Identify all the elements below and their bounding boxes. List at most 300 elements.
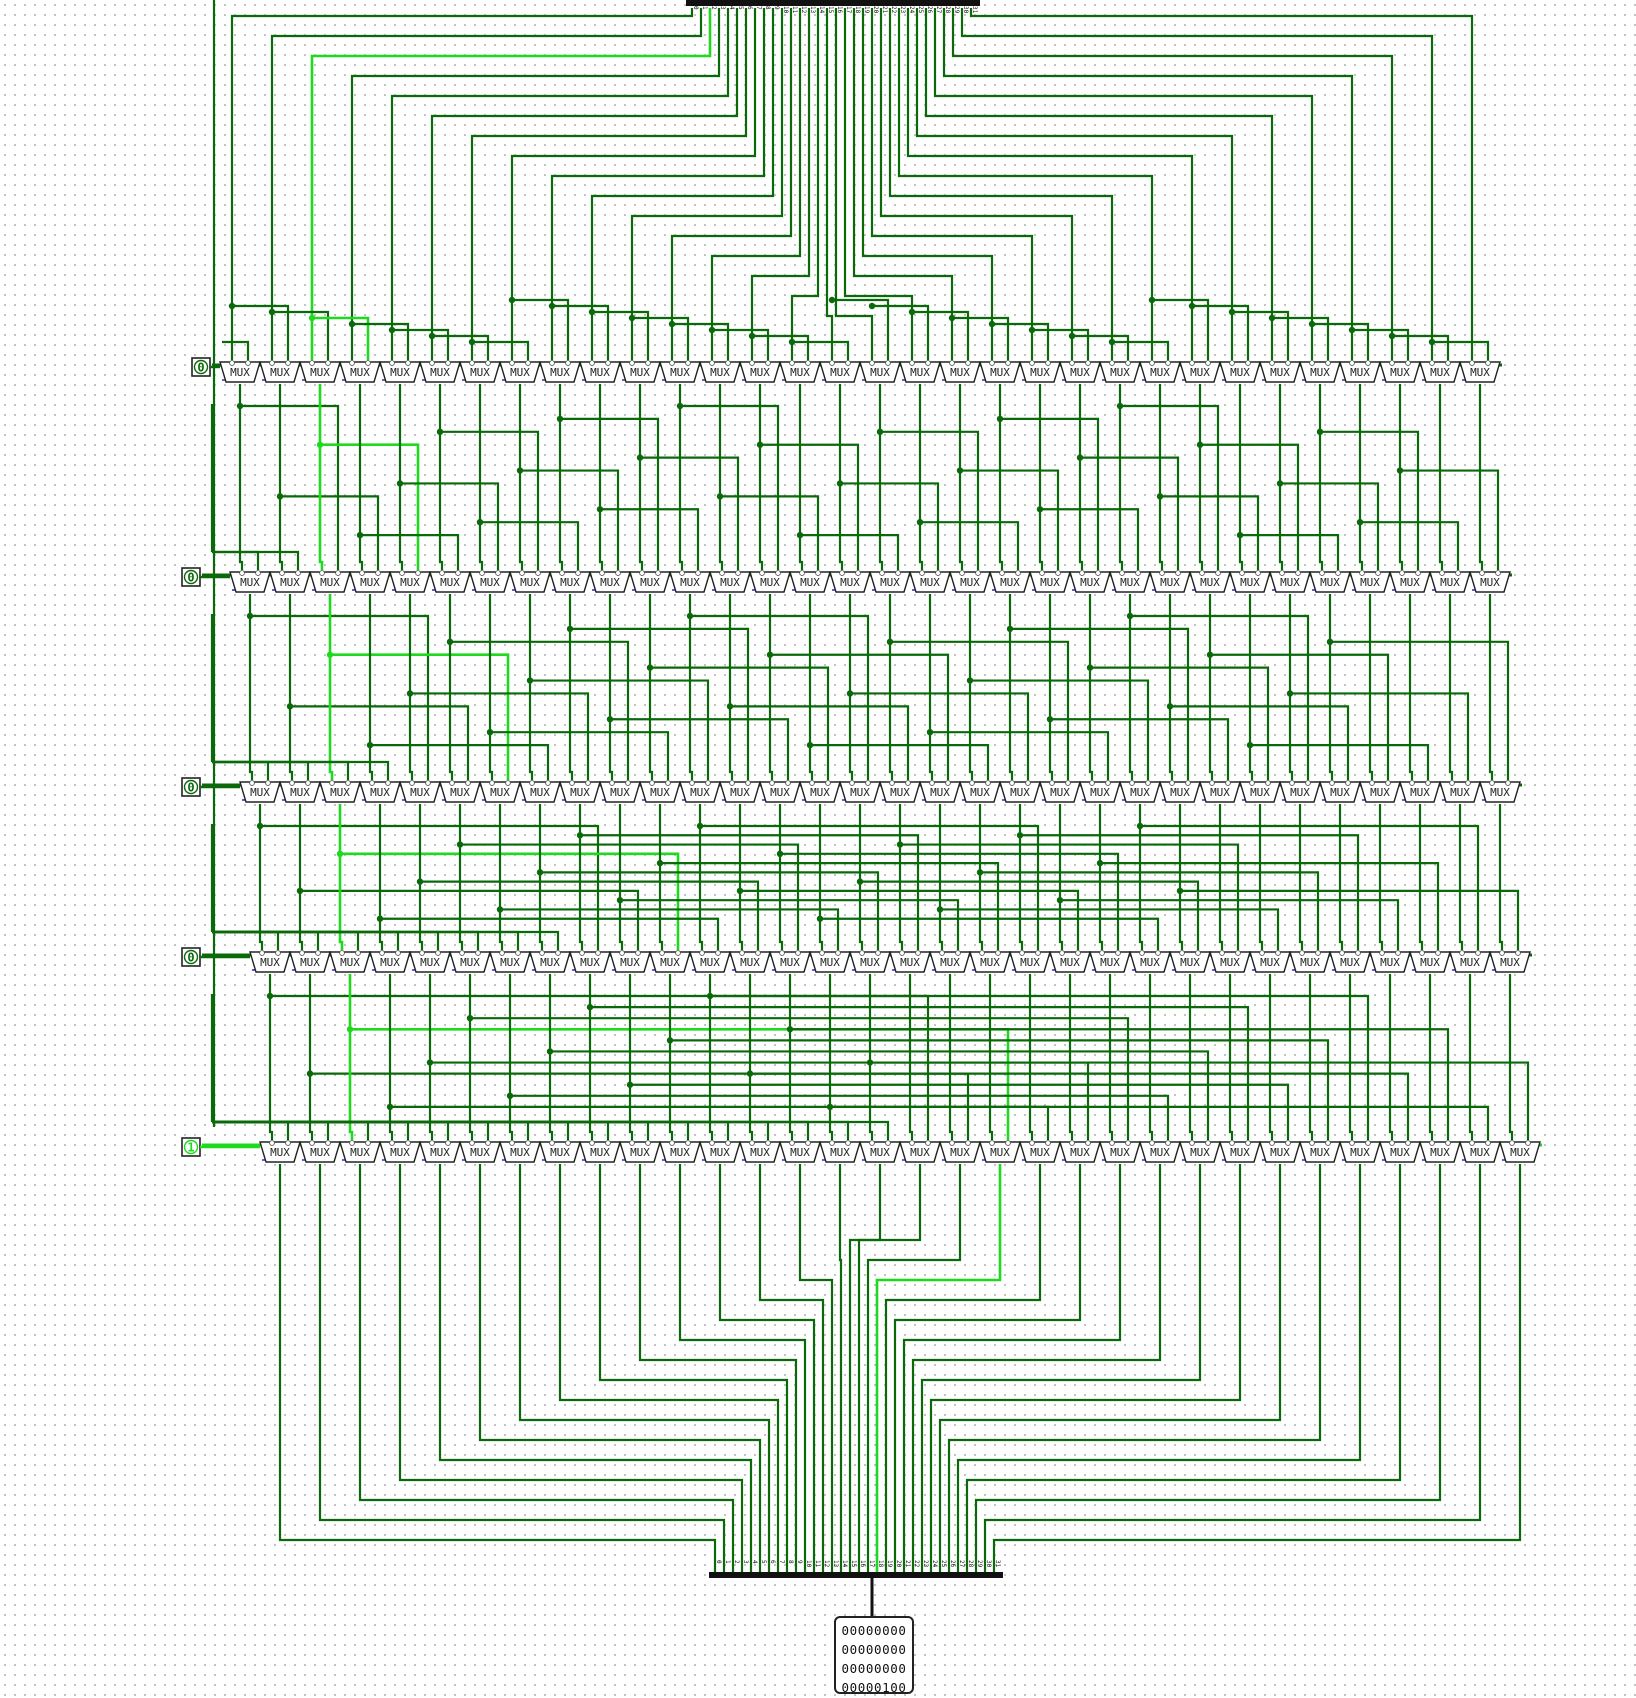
output-probe-row-1: 00000000	[841, 1623, 907, 1638]
mux-stage-16[interactable]	[700, 1141, 740, 1162]
mux-stage-1[interactable]	[1340, 361, 1380, 382]
mux-stage-1[interactable]	[1220, 361, 1260, 382]
mux-stage-16[interactable]	[1340, 1141, 1380, 1162]
mux-stage-16[interactable]	[340, 1141, 380, 1162]
mux-stage-4[interactable]	[440, 781, 480, 802]
output-probe[interactable]	[834, 1616, 914, 1694]
mux-stage-1[interactable]	[1020, 361, 1060, 382]
mux-input-1-port	[1086, 1141, 1091, 1146]
mux-label: MUX	[350, 1146, 370, 1159]
shift-wire-stage-3	[570, 629, 748, 780]
mux-input-1-port	[816, 571, 821, 576]
shift-wire-stage-3	[490, 732, 668, 780]
mux-stage-16[interactable]	[420, 1141, 460, 1162]
mux-input-0-port	[1070, 361, 1075, 366]
mux-label: MUX	[890, 786, 910, 799]
mux-input-1-port	[1486, 1141, 1491, 1146]
straight-wire-stage-2	[640, 384, 642, 570]
mux-stage-8[interactable]	[970, 951, 1010, 972]
mux-stage-8[interactable]	[1330, 951, 1370, 972]
input-splitter-bit-label: 2	[710, 6, 717, 10]
mux-stage-4[interactable]	[1360, 781, 1400, 802]
mux-stage-2[interactable]	[790, 571, 830, 592]
mux-stage-8[interactable]	[250, 951, 290, 972]
mux-input-1-port	[1406, 1141, 1411, 1146]
shift-wire-stage-4	[460, 845, 798, 950]
wire-junction	[457, 841, 463, 847]
mux-stage-2[interactable]	[630, 571, 670, 592]
mux-input-1-port	[1176, 571, 1181, 576]
mux-stage-1[interactable]	[820, 361, 860, 382]
mux-stage-8[interactable]	[770, 951, 810, 972]
mux-stage-1[interactable]	[1420, 361, 1460, 382]
mux-input-1-port	[766, 361, 771, 366]
mux-stage-8[interactable]	[1290, 951, 1330, 972]
mux-stage-2[interactable]	[470, 571, 510, 592]
mux-stage-8[interactable]	[730, 951, 770, 972]
bus-layer	[214, 0, 1003, 1618]
mux-stage-1[interactable]	[260, 361, 300, 382]
mux-stage-1[interactable]	[740, 361, 780, 382]
mux-stage-2[interactable]	[1150, 571, 1190, 592]
mux-stage-16[interactable]	[820, 1141, 860, 1162]
input-splitter-bit-label: 20	[872, 6, 879, 14]
mux-stage-1[interactable]	[1060, 361, 1100, 382]
mux-stage-16[interactable]	[500, 1141, 540, 1162]
mux-input-1-port	[286, 1141, 291, 1146]
shift-wire-stage-4	[620, 900, 958, 950]
straight-wire-stage-3	[530, 594, 532, 780]
mux-stage-1[interactable]	[940, 361, 980, 382]
mux-stage-16[interactable]	[260, 1141, 300, 1162]
mux-stage-16[interactable]	[780, 1141, 820, 1162]
mux-stage-1[interactable]	[300, 361, 340, 382]
mux-stage-4[interactable]	[1240, 781, 1280, 802]
mux-label: MUX	[1390, 1146, 1410, 1159]
mux-input-1-port	[256, 571, 261, 576]
mux-stage-16[interactable]	[740, 1141, 780, 1162]
mux-stage-2[interactable]	[1430, 571, 1470, 592]
mux-stage-4[interactable]	[760, 781, 800, 802]
mux-stage-4[interactable]	[520, 781, 560, 802]
mux-stage-16[interactable]	[460, 1141, 500, 1162]
mux-stage-1[interactable]	[1140, 361, 1180, 382]
mux-stage-2[interactable]	[910, 571, 950, 592]
mux-stage-4[interactable]	[680, 781, 720, 802]
mux-input-1-port	[1186, 781, 1191, 786]
mux-stage-1[interactable]	[380, 361, 420, 382]
mux-stage-2[interactable]	[550, 571, 590, 592]
wire-junction	[697, 823, 703, 829]
shift-wire-stage-2	[1320, 432, 1418, 570]
mux-stage-8[interactable]	[930, 951, 970, 972]
mux-stage-8[interactable]	[1130, 951, 1170, 972]
mux-label: MUX	[1220, 956, 1240, 969]
mux-stage-1[interactable]	[1460, 361, 1500, 382]
mux-input-0-port	[1120, 571, 1125, 576]
mux-input-1-port	[1396, 951, 1401, 956]
mux-stage-4[interactable]	[1320, 781, 1360, 802]
mux-stage-8[interactable]	[410, 951, 450, 972]
mux-stage-2[interactable]	[1390, 571, 1430, 592]
wire-junction	[607, 716, 613, 722]
mux-stage-8[interactable]	[1090, 951, 1130, 972]
mux-stage-1[interactable]	[1260, 361, 1300, 382]
mux-stage-8[interactable]	[1250, 951, 1290, 972]
mux-stage-8[interactable]	[1010, 951, 1050, 972]
mux-stage-4[interactable]	[1120, 781, 1160, 802]
mux-stage-4[interactable]	[280, 781, 320, 802]
mux-stage-16[interactable]	[980, 1141, 1020, 1162]
mux-input-1-port	[1056, 571, 1061, 576]
shift-wire-stage-3	[690, 616, 868, 780]
straight-wire-stage-3	[450, 594, 452, 780]
mux-stage-2[interactable]	[1110, 571, 1150, 592]
mux-stage-8[interactable]	[1210, 951, 1250, 972]
mux-input-1-port	[1476, 951, 1481, 956]
mux-input-0-port	[1320, 571, 1325, 576]
input-splitter-bit-label: 0	[692, 6, 699, 10]
mux-input-0-port	[1380, 951, 1385, 956]
mux-stage-16[interactable]	[540, 1141, 580, 1162]
mux-input-1-port	[1466, 781, 1471, 786]
mux-input-1-port	[1436, 951, 1441, 956]
input-splitter-bit-label: 26	[926, 6, 933, 14]
mux-stage-16[interactable]	[900, 1141, 940, 1162]
mux-input-1-port	[646, 1141, 651, 1146]
mux-input-0-port	[880, 571, 885, 576]
mux-label: MUX	[1270, 1146, 1290, 1159]
mux-input-0-port	[1310, 361, 1315, 366]
mux-input-0-port	[390, 1141, 395, 1146]
mux-stage-1[interactable]	[420, 361, 460, 382]
wire-junction	[1229, 309, 1235, 315]
wire-junction	[1287, 690, 1293, 696]
mux-stage-1[interactable]	[340, 361, 380, 382]
output-splitter-bit-label: 12	[823, 1560, 830, 1568]
mux-stage-4[interactable]	[1040, 781, 1080, 802]
mux-label: MUX	[590, 366, 610, 379]
mux-stage-2[interactable]	[1310, 571, 1350, 592]
wire-junction	[627, 1082, 633, 1088]
mux-stage-4[interactable]	[960, 781, 1000, 802]
mux-stage-8[interactable]	[290, 951, 330, 972]
mux-stage-8[interactable]	[1370, 951, 1410, 972]
mux-stage-16[interactable]	[1060, 1141, 1100, 1162]
mux-stage-1[interactable]	[1380, 361, 1420, 382]
straight-wire-stage-5	[510, 974, 512, 1140]
mux-stage-2[interactable]	[830, 571, 870, 592]
mux-stage-2[interactable]	[390, 571, 430, 592]
mux-stage-2[interactable]	[510, 571, 550, 592]
mux-stage-2[interactable]	[1350, 571, 1390, 592]
mux-input-0-port	[1390, 361, 1395, 366]
wire-junction	[547, 1048, 553, 1054]
mux-stage-4[interactable]	[1080, 781, 1120, 802]
mux-stage-4[interactable]	[1200, 781, 1240, 802]
mux-input-1-port	[666, 781, 671, 786]
input-splitter-bit-label: 12	[800, 6, 807, 14]
mux-label: MUX	[410, 786, 430, 799]
straight-wire-stage-5	[830, 974, 832, 1140]
mux-stage-4[interactable]	[1400, 781, 1440, 802]
mux-stage-2[interactable]	[870, 571, 910, 592]
mux-stage-8[interactable]	[570, 951, 610, 972]
mux-stage-8[interactable]	[330, 951, 370, 972]
mux-stage-16[interactable]	[1180, 1141, 1220, 1162]
output-splitter-bit-label: 27	[958, 1560, 965, 1568]
mux-input-0-port	[390, 361, 395, 366]
mux-stage-8[interactable]	[850, 951, 890, 972]
mux-stage-1[interactable]	[780, 361, 820, 382]
mux-input-0-port	[480, 571, 485, 576]
mux-label: MUX	[1190, 366, 1210, 379]
mux-stage-16[interactable]	[660, 1141, 700, 1162]
mux-stage-1[interactable]	[580, 361, 620, 382]
mux-label: MUX	[1110, 1146, 1130, 1159]
mux-stage-1[interactable]	[980, 361, 1020, 382]
mux-stage-4[interactable]	[640, 781, 680, 802]
mux-stage-2[interactable]	[710, 571, 750, 592]
mux-stage-1[interactable]	[220, 361, 260, 382]
mux-stage-16[interactable]	[1140, 1141, 1180, 1162]
mux-label: MUX	[980, 956, 1000, 969]
mux-input-1-port	[976, 571, 981, 576]
mux-input-0-port	[1290, 781, 1295, 786]
mux-stage-4[interactable]	[560, 781, 600, 802]
mux-input-0-port	[1460, 951, 1465, 956]
wire-junction	[367, 742, 373, 748]
straight-wire-stage-2	[880, 384, 882, 570]
wire-junction	[1207, 652, 1213, 658]
mux-stage-16[interactable]	[1420, 1141, 1460, 1162]
mux-stage-4[interactable]	[880, 781, 920, 802]
wire-junction	[869, 303, 875, 309]
mux-stage-1[interactable]	[860, 361, 900, 382]
mux-stage-8[interactable]	[890, 951, 930, 972]
mux-stage-16[interactable]	[300, 1141, 340, 1162]
mux-stage-1[interactable]	[500, 361, 540, 382]
shift-wire-stage-1	[472, 342, 528, 360]
mux-label: MUX	[1460, 956, 1480, 969]
mux-stage-2[interactable]	[1270, 571, 1310, 592]
mux-label: MUX	[950, 1146, 970, 1159]
mux-stage-8[interactable]	[1410, 951, 1450, 972]
mux-stage-8[interactable]	[1490, 951, 1530, 972]
straight-wire-stage-5	[1310, 974, 1312, 1140]
straight-wire-stage-2	[1000, 384, 1002, 570]
input-wire-bit-22	[890, 8, 1112, 360]
mux-input-0-port	[400, 571, 405, 576]
mux-label: MUX	[1480, 576, 1500, 589]
mux-stage-8[interactable]	[1050, 951, 1090, 972]
mux-stage-4[interactable]	[480, 781, 520, 802]
output-wire-bit-23	[922, 1164, 1200, 1572]
mux-stage-2[interactable]	[270, 571, 310, 592]
wire-junction	[507, 1093, 513, 1099]
mux-stage-4[interactable]	[1160, 781, 1200, 802]
shift-wire-stage-2	[1240, 535, 1338, 570]
mux-label: MUX	[330, 786, 350, 799]
straight-wire-stage-4	[620, 804, 622, 950]
mux-stage-4[interactable]	[1000, 781, 1040, 802]
mux-stage-8[interactable]	[810, 951, 850, 972]
wire-junction	[537, 869, 543, 875]
mux-label: MUX	[450, 786, 470, 799]
mux-label: MUX	[360, 576, 380, 589]
output-probe-row-4: 00000100	[841, 1680, 907, 1695]
shift-wire-stage-4	[380, 919, 718, 950]
mux-stage-4[interactable]	[240, 781, 280, 802]
mux-stage-4[interactable]	[840, 781, 880, 802]
mux-label: MUX	[390, 1146, 410, 1159]
mux-stage-2[interactable]	[430, 571, 470, 592]
mux-stage-16[interactable]	[860, 1141, 900, 1162]
shift-wire-stage-2	[480, 522, 578, 570]
output-wire-bit-0	[280, 1164, 715, 1572]
mux-stage-16[interactable]	[1260, 1141, 1300, 1162]
zero-fill-wire	[222, 342, 248, 360]
mux-input-1-port	[1226, 781, 1231, 786]
mux-input-0-port	[940, 951, 945, 956]
mux-input-0-port	[720, 571, 725, 576]
mux-stage-16[interactable]	[380, 1141, 420, 1162]
wire-junction	[789, 339, 795, 345]
mux-stage-8[interactable]	[650, 951, 690, 972]
mux-stage-16[interactable]	[1500, 1141, 1540, 1162]
mux-stage-2[interactable]	[950, 571, 990, 592]
shift-wire-stage-2	[600, 509, 698, 570]
shift-wire-stage-1	[432, 336, 488, 360]
mux-stage-16[interactable]	[1220, 1141, 1260, 1162]
wire-junction	[297, 888, 303, 894]
mux-stage-1[interactable]	[1180, 361, 1220, 382]
mux-stage-16[interactable]	[1020, 1141, 1060, 1162]
mux-stage-8[interactable]	[370, 951, 410, 972]
mux-stage-8[interactable]	[610, 951, 650, 972]
mux-input-1-port	[556, 951, 561, 956]
mux-label: MUX	[560, 576, 580, 589]
mux-input-0-port	[1150, 361, 1155, 366]
mux-stage-4[interactable]	[1440, 781, 1480, 802]
shift-wire-stage-1	[1192, 306, 1248, 360]
mux-stage-1[interactable]	[540, 361, 580, 382]
mux-stage-16[interactable]	[940, 1141, 980, 1162]
mux-input-0-port	[740, 951, 745, 956]
mux-stage-16[interactable]	[1100, 1141, 1140, 1162]
mux-stage-1[interactable]	[620, 361, 660, 382]
input-splitter-bit-label: 13	[809, 6, 816, 14]
mux-stage-2[interactable]	[1470, 571, 1510, 592]
mux-stage-2[interactable]	[590, 571, 630, 592]
mux-stage-1[interactable]	[1300, 361, 1340, 382]
mux-stage-2[interactable]	[310, 571, 350, 592]
input-splitter-bit-label: 17	[845, 6, 852, 14]
straight-wire-stage-3	[1170, 594, 1172, 780]
mux-stage-4[interactable]	[1280, 781, 1320, 802]
mux-stage-2[interactable]	[350, 571, 390, 592]
wire-junction	[1137, 823, 1143, 829]
mux-label: MUX	[640, 576, 660, 589]
mux-stage-16[interactable]	[580, 1141, 620, 1162]
mux-stage-4[interactable]	[600, 781, 640, 802]
wire-junction	[827, 1104, 833, 1110]
mux-stage-16[interactable]	[1380, 1141, 1420, 1162]
mux-stage-1[interactable]	[700, 361, 740, 382]
mux-stage-2[interactable]	[990, 571, 1030, 592]
mux-stage-16[interactable]	[1300, 1141, 1340, 1162]
mux-input-1-port	[566, 1141, 571, 1146]
mux-input-0-port	[910, 361, 915, 366]
mux-label: MUX	[870, 1146, 890, 1159]
mux-input-0-port	[640, 571, 645, 576]
mux-stage-8[interactable]	[1170, 951, 1210, 972]
output-splitter-bit-label: 20	[895, 1560, 902, 1568]
mux-label: MUX	[1230, 366, 1250, 379]
wire-junction	[857, 878, 863, 884]
mux-stage-4[interactable]	[320, 781, 360, 802]
mux-stage-1[interactable]	[900, 361, 940, 382]
mux-stage-8[interactable]	[490, 951, 530, 972]
mux-stage-2[interactable]	[230, 571, 270, 592]
wire-junction	[337, 851, 343, 857]
mux-stage-8[interactable]	[450, 951, 490, 972]
mux-label: MUX	[960, 576, 980, 589]
mux-stage-16[interactable]	[620, 1141, 660, 1162]
shift-wire-stage-2	[1360, 522, 1458, 570]
straight-wire-stage-3	[410, 594, 412, 780]
mux-stage-2[interactable]	[670, 571, 710, 592]
mux-input-0-port	[450, 781, 455, 786]
mux-input-1-port	[906, 781, 911, 786]
output-wire-bit-29	[976, 1164, 1440, 1572]
mux-stage-4[interactable]	[720, 781, 760, 802]
mux-stage-4[interactable]	[920, 781, 960, 802]
mux-stage-1[interactable]	[1100, 361, 1140, 382]
mux-stage-2[interactable]	[1030, 571, 1070, 592]
mux-input-1-port	[886, 361, 891, 366]
output-wire-bit-28	[967, 1164, 1400, 1572]
mux-stage-4[interactable]	[400, 781, 440, 802]
mux-stage-4[interactable]	[800, 781, 840, 802]
mux-stage-2[interactable]	[1230, 571, 1270, 592]
mux-stage-1[interactable]	[660, 361, 700, 382]
mux-stage-8[interactable]	[690, 951, 730, 972]
select-pin-value: 1	[187, 1140, 195, 1155]
mux-stage-8[interactable]	[1450, 951, 1490, 972]
mux-stage-2[interactable]	[1190, 571, 1230, 592]
input-splitter-bit-label: 29	[953, 6, 960, 14]
mux-stage-1[interactable]	[460, 361, 500, 382]
wire-junction	[927, 729, 933, 735]
mux-stage-2[interactable]	[750, 571, 790, 592]
mux-input-1-port	[1036, 951, 1041, 956]
straight-wire-stage-2	[1080, 384, 1082, 570]
mux-stage-2[interactable]	[1070, 571, 1110, 592]
shift-wire-stage-3	[810, 745, 988, 780]
mux-label: MUX	[430, 366, 450, 379]
mux-input-1-port	[1066, 781, 1071, 786]
mux-input-1-port	[266, 781, 271, 786]
wire-junction	[1309, 321, 1315, 327]
mux-stage-16[interactable]	[1460, 1141, 1500, 1162]
mux-stage-4[interactable]	[360, 781, 400, 802]
input-splitter-bit-label: 4	[728, 6, 735, 10]
mux-stage-4[interactable]	[1480, 781, 1520, 802]
mux-stage-8[interactable]	[530, 951, 570, 972]
wire-junction	[567, 626, 573, 632]
straight-wire-stage-3	[730, 594, 732, 780]
